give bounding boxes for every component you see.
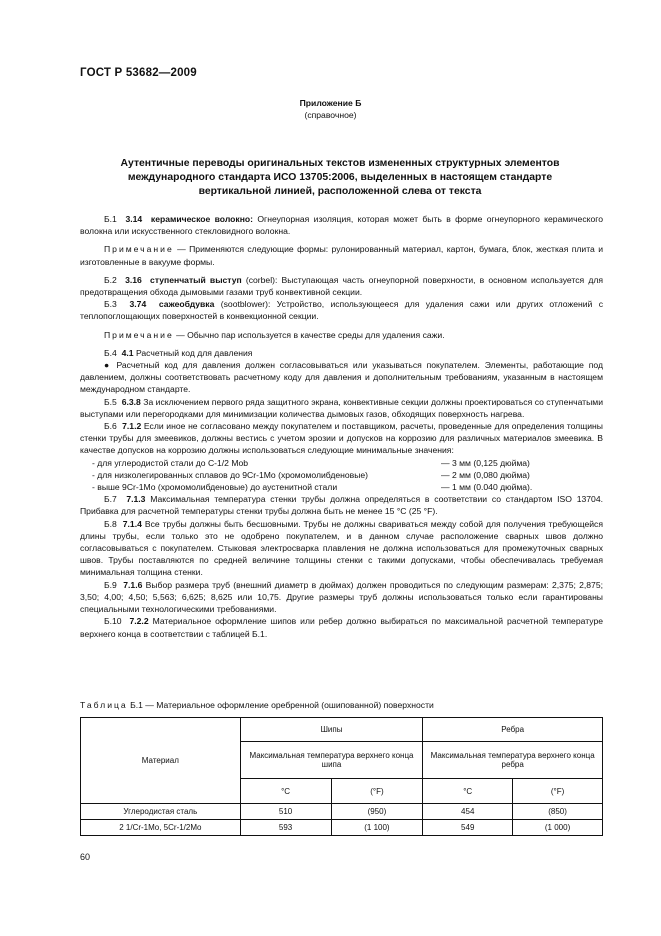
corrosion-allowance-3: - выше 9Cr-1Mo (хромомолибденовые) до аустенитной стали — 1 мм (0.040 дюйма). [92, 482, 533, 493]
paragraph-b8: Б.8 7.1.4 Все трубы должны быть бесшовными. Трубы не должны свариваться между собой для получения требующейся длины трубы, если только это не одобрено покупателем, и в данном случае расположение сварных швов должно согласовываться с покупателем. Стыковая электросварка плавления не должна использоваться для промежуточных сварных швов. Трубы поставляются по средней величине толщины стенки с такими допусками, чтобы обеспечивалась требуемая минимальная толщина стенки. [80, 518, 603, 578]
paragraph-b3: Б.3 3.74 сажеобдувка (sootblower): Устройство, использующееся для удаления сажи или других отложений с теплопоглощающих поверхностей в конвекционной секции. [80, 299, 603, 322]
heading-line-3: вертикальной линией, расположенной слева от текста [198, 186, 482, 197]
unit-c: °C [423, 779, 513, 804]
paragraph-b9: Б.9 7.1.6 Выбор размера труб (внешний диаметр в дюймах) должен проводиться по следующим размерам: 2,375; 2,875; 3,50; 4,00; 4,50; 5,563; 6,625; 8,625 или 10,75. Другие размеры труб должны использоваться только если гарантированы специальными технологическими требованиями. [80, 579, 604, 615]
note-1: Примечание — Применяются следующие формы: рулонированный материал, картон, бумага, блок, жесткая плита и изготовленные в вакууме формы. [80, 244, 604, 267]
table-row: 2 1/Cr-1Mo, 5Cr-1/2Mo 593 (1 100) 549 (1 000) [81, 820, 603, 836]
paragraph-b6: Б.6 7.1.2 Если иное не согласовано между покупателем и поставщиком, расчеты, проведенные для определения толщины стенки трубы для змеевиков, должны вестись с учетом эрозии и допусков на коррозию для различных материалов змеевика. В качестве допусков на коррозию должны использоваться следующие минимальные значения: [80, 421, 603, 456]
paragraph-b10: Б.10 7.2.2 Материальное оформление шипов или ребер должно выбираться по максимальной расчетной температуре верхнего конца в соответствии с таблицей Б.1. [80, 616, 604, 639]
unit-f: (°F) [331, 779, 423, 804]
table-row: Углеродистая сталь 510 (950) 454 (850) [81, 804, 603, 820]
note-2: Примечание — Обычно пар используется в качестве среды для удаления сажи. [104, 329, 445, 340]
header-fins-temp: Максимальная температура верхнего конца ребра [423, 742, 603, 779]
annex-body [80, 213, 603, 640]
paragraph-b5: Б.5 6.3.8 За исключением первого ряда защитного экрана, конвективные секции должны проектироваться со ступенчатыми выступами или перегородками для минимизации количества дымовых газов, обходящих поверхность нагрева. [80, 396, 603, 419]
annex-heading [100, 157, 580, 199]
heading-line-2: международного стандарта ИСО 13705:2006, выделенных в настоящем стандарте [127, 172, 553, 183]
paragraph-b7: Б.7 7.1.3 Максимальная температура стенки трубы должна определяться в соответствии со стандартом ISO 13704. Прибавка для расчетной температуры стенки трубы должна быть не менее 15 °С (25 °F). [80, 494, 603, 517]
annex-title: Приложение Б [299, 98, 362, 108]
unit-c: °C [240, 779, 331, 804]
table-caption: Таблица Б.1 — Материальное оформление оребренной (ошипованной) поверхности [80, 700, 434, 710]
corrosion-allowance-2: - для низколегированных сплавов до 9Cr-1Mo (хромомолибденовые) — 2 мм (0,080 дюйма) [92, 469, 530, 480]
standard-number: ГОСТ Р 53682—2009 [80, 67, 197, 79]
header-studs: Шипы [240, 718, 423, 742]
header-studs-temp: Максимальная температура верхнего конца шипа [240, 742, 423, 779]
page-number: 60 [80, 852, 91, 862]
header-material: Материал [81, 718, 241, 804]
heading-line-1: Аутентичные переводы оригинальных текстов измененных структурных элементов [120, 158, 560, 169]
annex-subtitle: (справочное) [304, 110, 357, 120]
corrosion-allowance-1: - для углеродистой стали до С-1/2 Mob — 3 мм (0,125 дюйма) [92, 457, 530, 468]
material-table [80, 717, 603, 836]
paragraph-b4: ● Расчетный код для давления должен согласовываться или указываться покупателем. Элементы, работающие под давлением, должны соответствовать расчетному коду для давления и дополнительным требованиям, указанным в настоящем международном стандарте. [80, 360, 603, 395]
paragraph-b1: Б.1 3.14 керамическое волокно: Огнеупорная изоляция, которая может быть в форме огнеупорного керамического волокна или искусственного стекловидного волокна. [80, 214, 603, 237]
paragraph-b2: Б.2 3.16 ступенчатый выступ (corbel): Выступающая часть огнеупорной поверхности, в основном используется для предотвращения обхода дымовыми газами труб конвективной секции. [80, 274, 604, 298]
paragraph-b4-title: Б.4 4.1 Расчетный код для давления [104, 347, 253, 358]
header-fins: Ребра [423, 718, 603, 742]
unit-f: (°F) [513, 779, 603, 804]
